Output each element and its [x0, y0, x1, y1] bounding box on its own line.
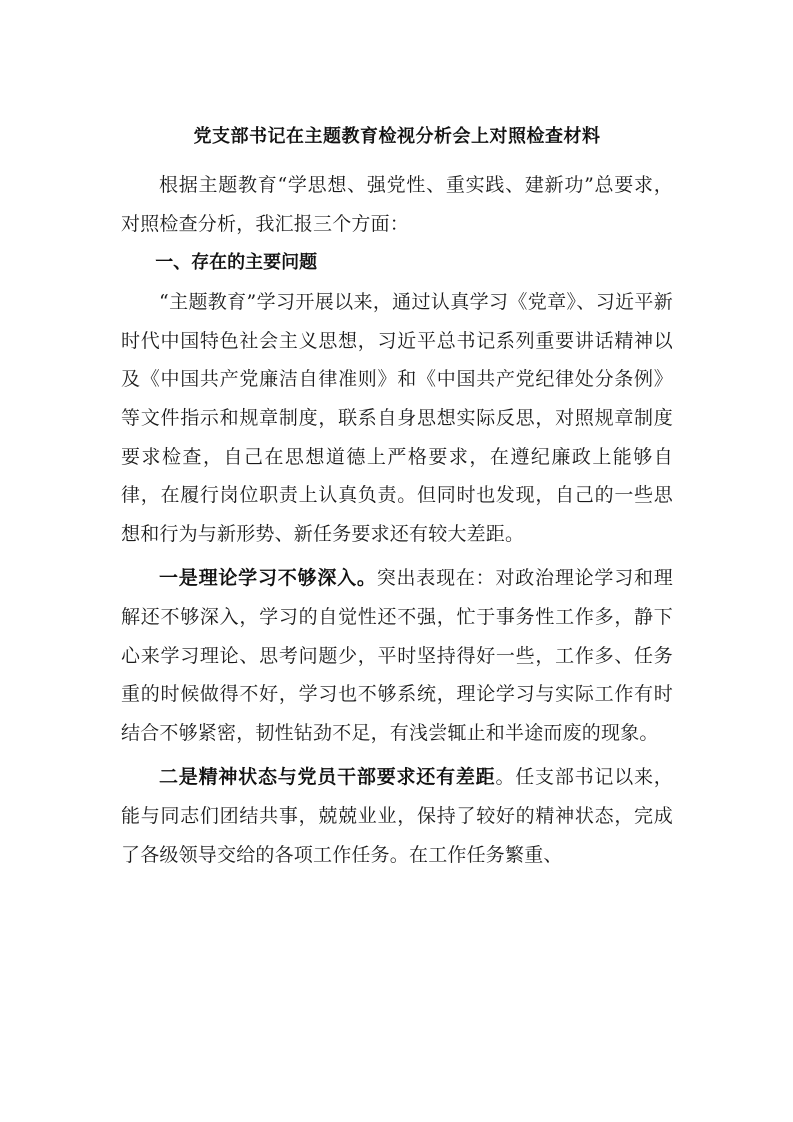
point-lead-theory-study: 一是理论学习不够深入。 — [159, 567, 377, 590]
section-paragraph-problems: “主题教育”学习开展以来，通过认真学习《党章》、习近平新时代中国特色社会主义思想，习近平总书记系列重要讲话精神以及《中国共产党廉洁自律准则》和《中国共产党纪律处分条例》等文件指示和规章制度，联系自身思想实际反思，对照规章制度要求检查，自己在思想道德上严格要求，在遵纪廉政上能够自律，在履行岗位职责上认真负责。但同时也发现，自己的一些思想和行为与新形势、新任务要求还有较大差距。 — [121, 291, 673, 545]
document-title: 党支部书记在主题教育检视分析会上对照检查材料 — [193, 126, 601, 147]
point-lead-spirit: 二是精神状态与党员干部要求还有差距 — [159, 766, 496, 789]
section-heading-problems: 一、存在的主要问题 — [155, 252, 318, 274]
document-body — [121, 122, 673, 874]
point-body-theory-study: 突出表现在：对政治理论学习和理解还不够深入，学习的自觉性还不强，忙于事务性工作多，静下心来学习理论、思考问题少，平时坚持得好一些，工作多、任务重的时候做得不好，学习也不够系统，理论学习与实际工作有时结合不够紧密，韧性钻劲不足，有浅尝辄止和半途而废的现象。 — [121, 567, 673, 744]
point-paragraph-theory-study — [121, 559, 673, 752]
intro-paragraph: 根据主题教育“学思想、强党性、重实践、建新功”总要求，对照检查分析，我汇报三个方面： — [121, 174, 673, 235]
point-body-spirit: 。任支部书记以来，能与同志们团结共事，兢兢业业，保持了较好的精神状态，完成了各级领导交给的各项工作任务。在工作任务繁重、 — [121, 766, 673, 866]
point-paragraph-spirit — [121, 758, 673, 874]
